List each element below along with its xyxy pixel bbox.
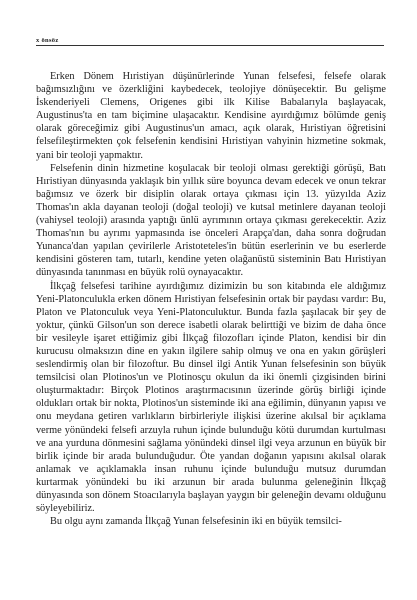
page-body bbox=[36, 70, 386, 528]
running-header: x önsöz bbox=[36, 37, 59, 44]
paragraph: İlkçağ felsefesi tarihine ayırdığımız dizimizin bu son kitabında ele aldığımız Yeni-Platonculukla erken dönem Hıristiyan felsefesinin ortak bir paydası vardır: Bu, Platon ve Platonculuk veya Yeni-Platonculuktur. Bunda fazla şaşılacak bir şey de yoktur, çünkü Gilson'un son derece isabetli olarak belirttiği ve bizim de daha önce bir vesileyle işaret ettiğimiz gibi İlkçağ filozofları içinde Platon, kendisi bir din kurucusu olmaksızın dine en yakın ilgilere sahip olmuş ve ona en yakın görüşleri seslendirmiş olan bir filozoftur. Bu dinsel ilgi Antik Yunan felsefesinin son büyük temsilcisi olan Plotinos'un ve Plotinosçu okulun da iki önemli çizgisinden birini oluşturmaktadır: Birçok Plotinos araştırmacısının üzerinde görüş birliği içinde oldukları ortak bir nokta, Plotinos'un sisteminde iki ana eğilimin, dünyanın yapısı ve onu meydana getiren varlıkların birbirleriyle ilişkisi üzerine akılsal bir açıklama verme yönündeki felsefi arzuyla ruhun içinde bulunduğu kötü durumdan kurtulması ve ana yurduna dönmesini sağlama yönündeki dinsel ilgi veya arzunun en büyük bir birlik içinde bir arada bulunduğudur. Öte yandan doğanın yapısını akılsal olarak anlamak ve açıklamakla insan ruhunu içinde bulunduğu mutsuz durumdan kurtarmak yönündeki bu iki arzunun bir arada bulunma geleneğinin İlkçağ dünyasında son dönem Stoacılarıyla başlayan yaygın bir geleneğin devamı olduğunu söyleyebiliriz. bbox=[36, 280, 386, 515]
paragraph: Erken Dönem Hıristiyan düşünürlerinde Yunan felsefesi, felsefe olarak bağımsızlığını ve özerkliğini kaybedecek, teolojiye dönüşecektir. Bu gelişme İskenderiyeli Clemens, Origenes gibi ilk Kilise Babalarıyla başlayacak, Augustinus'ta en tam biçimine ulaşacaktır. Kendisine ayırdığımız bölümde geniş olarak göreceğimiz gibi Augustinus'un amacı, açık olarak, Hıristiyan öğretisini felsefileştirmekten çok felsefenin kendisini Hıristiyan vahyinin hizmetine sokmak, yani bir teoloji yapmaktır. bbox=[36, 71, 386, 161]
paragraph: Felsefenin dinin hizmetine koşulacak bir teoloji olması gerektiği görüşü, Batı Hıristiyan dünyasında yaklaşık bin yıllık süre boyunca devam edecek ve onun tekrar bağımsız ve özerk bir disiplin olarak ortaya çıkması için 13. yüzyılda Aziz Thomas'ın akla dayanan teoloji (doğal teoloji) ve kutsal metinlere dayanan teoloji (vahiysel teoloji) arasında yaptığı ünlü ayrımının ortaya çıkması gerekecektir. Aziz Thomas'nın bu ayrımı yapmasında ise önceleri Arapça'dan, daha sonra doğrudan Yunanca'dan yapılan çevirilerle Aristoteteles'in bütün eserlerinin ve bu eserlerde kendisini gösteren tam, tutarlı, kendine yeten olağanüstü sisteminin Batı Hıristiyan dünyasında tanınması en büyük rolü oynayacaktır. bbox=[36, 162, 386, 279]
paragraph: Bu olgu aynı zamanda İlkçağ Yunan felsefesinin iki en büyük temsilci- bbox=[50, 516, 342, 528]
header-rule bbox=[36, 45, 384, 46]
